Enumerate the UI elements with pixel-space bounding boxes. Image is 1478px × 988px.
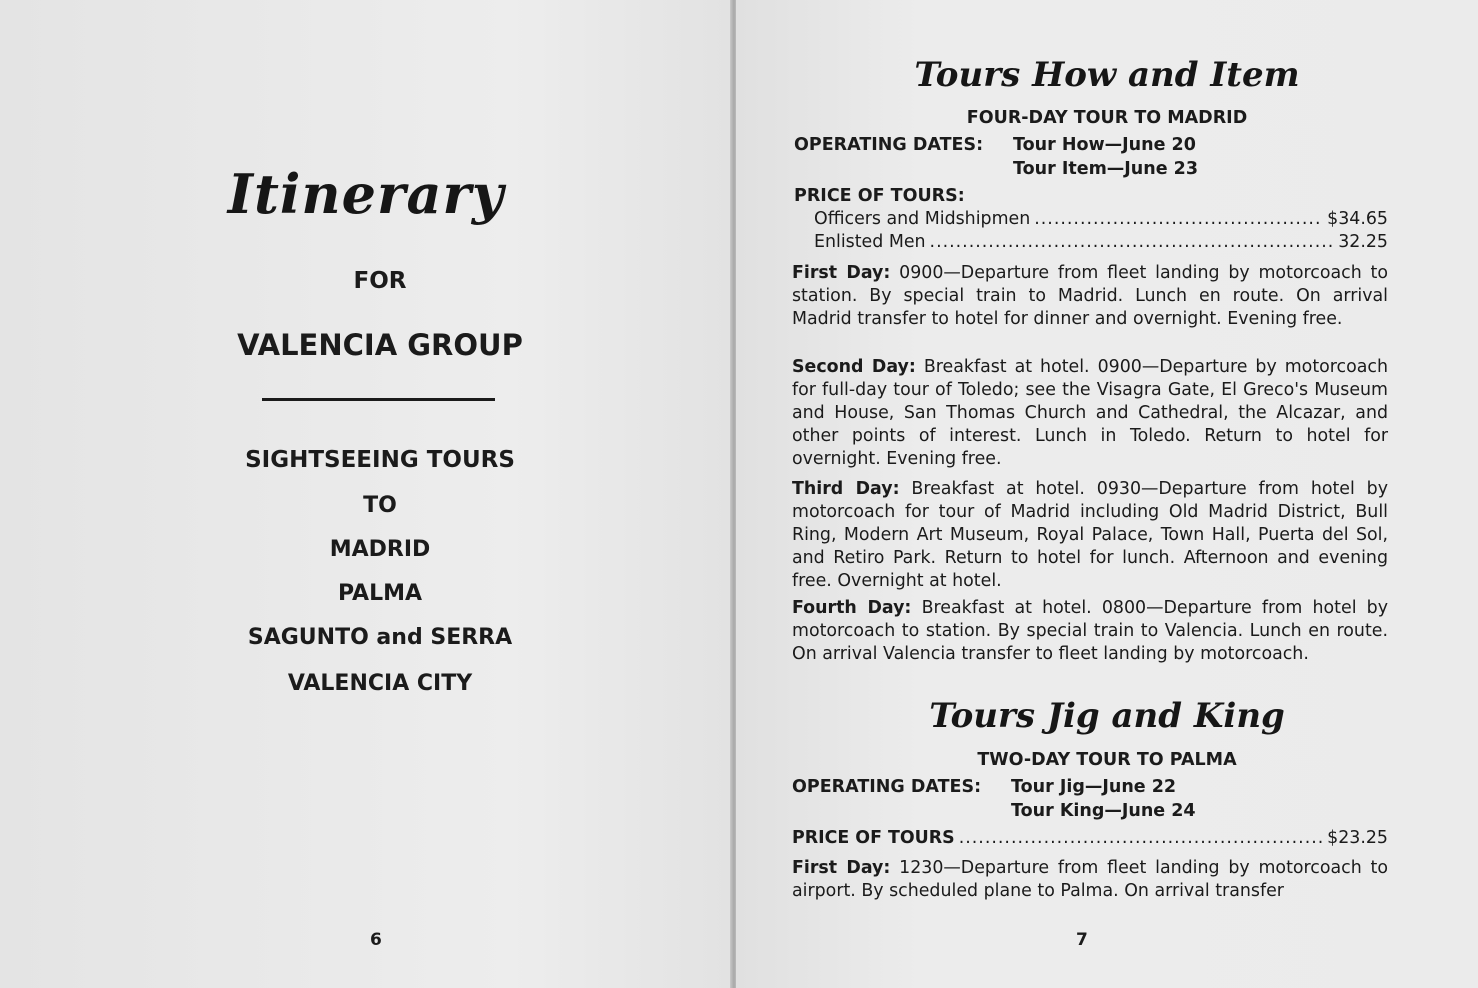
day-text: 1230—Departure from fleet landing by motorcoach to airport. By scheduled plane to Palma. On arrival transfer	[792, 858, 1389, 901]
leader-dots	[959, 827, 1323, 850]
day-label: Second Day:	[792, 357, 916, 377]
price-row	[814, 208, 1388, 231]
price-row-label: Enlisted Men	[814, 232, 926, 252]
madrid-heading: Tours How and Item	[914, 55, 1300, 95]
title-rule	[262, 398, 495, 401]
itinerary-title: Itinerary	[227, 162, 505, 226]
destination-item: PALMA	[337, 581, 423, 606]
palma-date: Tour Jig—June 22	[1011, 777, 1177, 797]
price-row-value: $34.65	[1327, 209, 1388, 229]
page-number-left: 6	[370, 930, 382, 950]
day-label: First Day:	[792, 263, 891, 283]
destination-item: VALENCIA CITY	[287, 671, 473, 696]
palma-heading: Tours Jig and King	[929, 696, 1285, 736]
palma-operating-label: OPERATING DATES:	[792, 777, 982, 797]
price-row	[792, 827, 1388, 850]
day-text: Breakfast at hotel. 0900—Departure by motorcoach for full-day tour of Toledo; see the Visagra Gate, El Greco's Museum and House, San Thomas Church and Cathedral, the Alcazar, and other points of interest. Lunch in Toledo. Return to hotel for overnight. Evening free.	[792, 357, 1388, 469]
price-row	[814, 231, 1388, 254]
day-paragraph	[792, 857, 1388, 903]
day-label: First Day:	[792, 858, 891, 878]
day-label: Fourth Day:	[792, 598, 912, 618]
price-row-value: $23.25	[1327, 828, 1388, 848]
leader-dots	[1034, 208, 1323, 231]
madrid-date: Tour Item—June 23	[1013, 159, 1199, 179]
day-paragraph	[792, 356, 1388, 471]
day-text: Breakfast at hotel. 0800—Departure from hotel by motorcoach to station. By special train to Valencia. Lunch en route. On arrival Valencia transfer to fleet landing by motorcoach.	[792, 598, 1389, 664]
madrid-subtitle: FOUR-DAY TOUR TO MADRID	[966, 108, 1248, 128]
day-paragraph	[792, 478, 1388, 593]
destination-item: MADRID	[329, 537, 431, 562]
palma-subtitle: TWO-DAY TOUR TO PALMA	[977, 750, 1237, 770]
sightseeing-label: SIGHTSEEING TOURS	[245, 447, 515, 473]
day-paragraph	[792, 262, 1388, 331]
leader-dots	[930, 231, 1335, 254]
destination-item: SAGUNTO and SERRA	[247, 625, 513, 650]
price-row-label: Officers and Midshipmen	[814, 209, 1031, 229]
price-row-value: 32.25	[1338, 232, 1388, 252]
group-name: VALENCIA GROUP	[237, 328, 523, 362]
palma-date: Tour King—June 24	[1011, 801, 1196, 821]
for-label: FOR	[353, 268, 407, 294]
day-text: Breakfast at hotel. 0930—Departure from hotel by motorcoach for tour of Madrid including Old Madrid District, Bull Ring, Modern Art Museum, Royal Palace, Town Hall, Puerta del Sol, and Retiro Park. Return to hotel for lunch. Afternoon and evening free. Overnight at hotel.	[792, 479, 1389, 591]
day-label: Third Day:	[792, 479, 900, 499]
page-number-right: 7	[1076, 930, 1088, 950]
madrid-operating-label: OPERATING DATES:	[794, 135, 984, 155]
day-paragraph	[792, 597, 1388, 666]
to-label: TO	[363, 493, 397, 518]
day-text: 0900—Departure from fleet landing by motorcoach to station. By special train to Madrid. Lunch en route. On arrival Madrid transfer to hotel for dinner and overnight. Evening free.	[792, 263, 1389, 329]
price-row-label: PRICE OF TOURS	[792, 828, 955, 848]
madrid-price-label: PRICE OF TOURS:	[794, 186, 965, 206]
madrid-date: Tour How—June 20	[1013, 135, 1196, 155]
